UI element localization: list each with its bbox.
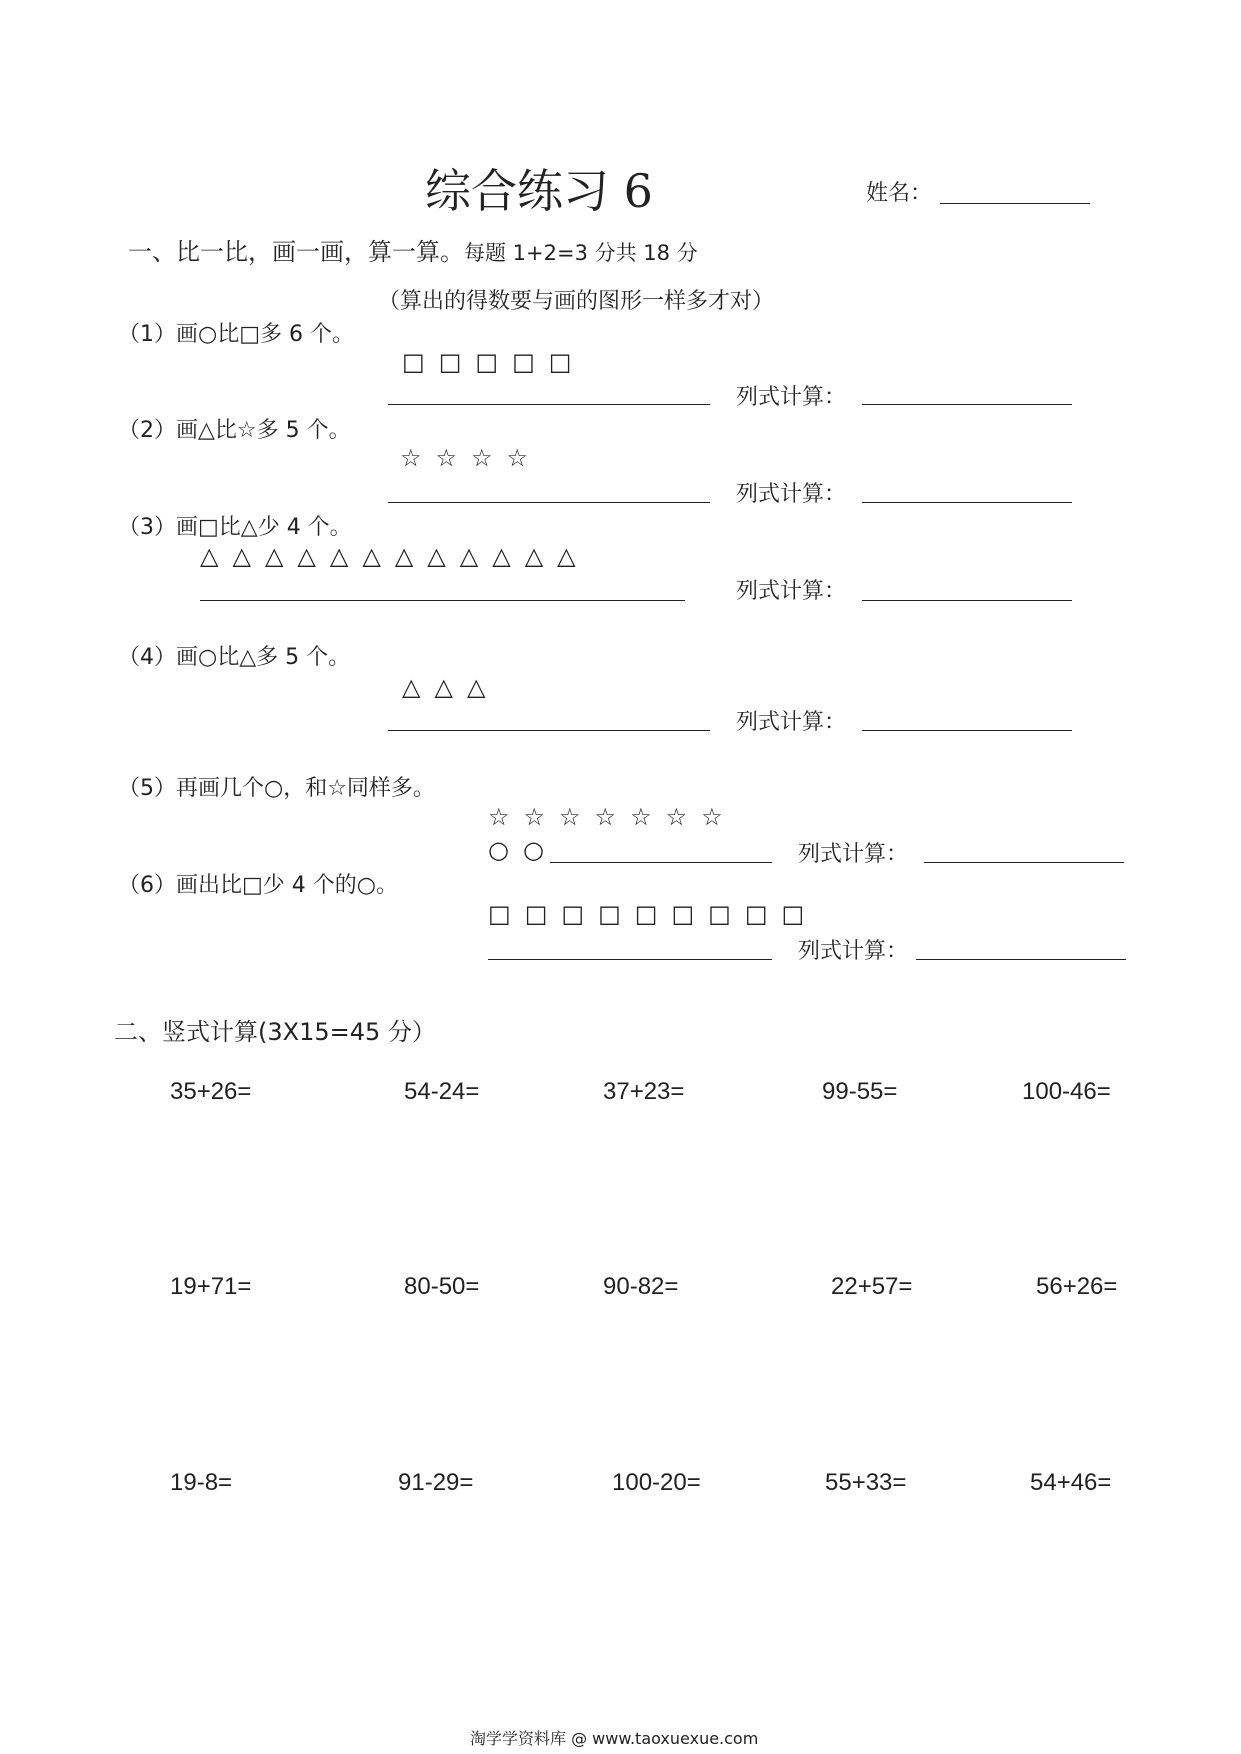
square-icon: □ xyxy=(475,348,499,376)
item-1-shapes xyxy=(402,348,585,376)
triangle-icon: △ xyxy=(264,542,284,570)
calc-problem: 55+33= xyxy=(825,1469,907,1496)
calc-problem: 35+26= xyxy=(170,1078,252,1105)
star-icon: ☆ xyxy=(471,444,493,472)
calc-problem: 22+57= xyxy=(831,1273,913,1300)
item-4-shapes xyxy=(402,673,499,701)
item-5-shapes xyxy=(488,803,737,831)
item-2-drawing-line[interactable] xyxy=(388,502,710,503)
item-2-formula-line[interactable] xyxy=(862,502,1072,503)
name-label: 姓名： xyxy=(866,181,933,206)
item-5-prefill-circles xyxy=(488,836,558,864)
star-icon: ☆ xyxy=(506,444,529,472)
calc-problem: 56+26= xyxy=(1036,1273,1118,1300)
item-2-shapes xyxy=(400,444,542,472)
star-icon: ☆ xyxy=(665,803,688,831)
triangle-icon: △ xyxy=(434,673,453,701)
item-6-shapes xyxy=(488,900,818,928)
square-icon: □ xyxy=(781,900,805,928)
calc-problem: 19-8= xyxy=(170,1469,233,1496)
triangle-icon: △ xyxy=(492,542,511,570)
item-1-formula-label: 列式计算： xyxy=(736,385,847,410)
star-icon: ☆ xyxy=(630,803,652,831)
triangle-icon: △ xyxy=(362,542,381,570)
calc-problem: 99-55= xyxy=(822,1078,898,1105)
item-1-drawing-line[interactable] xyxy=(388,404,710,405)
triangle-icon: △ xyxy=(394,542,414,570)
item-4-label: （4）画○比△多 5 个。 xyxy=(118,645,351,670)
star-icon: ☆ xyxy=(523,803,546,831)
item-6-drawing-line[interactable] xyxy=(488,959,772,960)
calc-problem: 80-50= xyxy=(404,1273,480,1300)
calc-problem: 90-82= xyxy=(603,1273,679,1300)
triangle-icon: △ xyxy=(200,542,219,570)
item-3-shapes xyxy=(200,542,590,570)
item-5-formula-label: 列式计算： xyxy=(798,842,909,867)
calc-problem: 19+71= xyxy=(170,1273,252,1300)
star-icon: ☆ xyxy=(701,803,723,831)
square-icon: □ xyxy=(634,900,658,928)
section1-score: 每题 1+2=3 分共 18 分 xyxy=(464,241,698,265)
triangle-icon: △ xyxy=(466,673,486,701)
triangle-icon: △ xyxy=(427,542,446,570)
star-icon: ☆ xyxy=(488,803,510,831)
item-6-formula-line[interactable] xyxy=(916,959,1126,960)
name-field[interactable] xyxy=(940,203,1090,204)
item-5-label: （5）再画几个○，和☆同样多。 xyxy=(118,776,435,801)
item-6-label: （6）画出比□少 4 个的○。 xyxy=(118,873,398,898)
calc-problem: 100-46= xyxy=(1022,1078,1111,1105)
triangle-icon: △ xyxy=(297,542,316,570)
section1-note: （算出的得数要与画的图形一样多才对） xyxy=(378,289,775,314)
triangle-icon: △ xyxy=(524,542,544,570)
section1-heading: 一、比一比，画一画，算一算。 xyxy=(128,238,464,266)
item-6-formula-label: 列式计算： xyxy=(798,939,909,964)
triangle-icon: △ xyxy=(232,542,251,570)
item-3-formula-label: 列式计算： xyxy=(736,579,847,604)
square-icon: □ xyxy=(671,900,695,928)
star-icon: ☆ xyxy=(559,803,581,831)
calc-problem: 91-29= xyxy=(398,1469,474,1496)
calc-problem: 54+46= xyxy=(1030,1469,1112,1496)
item-4-drawing-line[interactable] xyxy=(388,730,710,731)
item-4-formula-label: 列式计算： xyxy=(736,710,847,735)
item-2-label: （2）画△比☆多 5 个。 xyxy=(118,418,351,443)
triangle-icon: △ xyxy=(557,542,576,570)
square-icon: □ xyxy=(438,348,462,376)
circle-icon: ○ xyxy=(488,836,509,864)
square-icon: □ xyxy=(548,348,572,376)
item-3-drawing-line[interactable] xyxy=(200,600,685,601)
item-1-formula-line[interactable] xyxy=(862,404,1072,405)
item-3-label: （3）画□比△少 4 个。 xyxy=(118,515,352,540)
item-2-formula-label: 列式计算： xyxy=(736,482,847,507)
item-3-formula-line[interactable] xyxy=(862,600,1072,601)
page-title: 综合练习 6 xyxy=(425,164,653,218)
calc-problem: 100-20= xyxy=(612,1469,701,1496)
footer-watermark: 淘学学资料库 @ www.taoxuexue.com xyxy=(470,1729,759,1748)
star-icon: ☆ xyxy=(435,444,458,472)
item-4-formula-line[interactable] xyxy=(862,730,1072,731)
circle-icon: ○ xyxy=(522,836,544,864)
calc-problem: 54-24= xyxy=(404,1078,480,1105)
square-icon: □ xyxy=(561,900,585,928)
item-5-formula-line[interactable] xyxy=(924,862,1124,863)
square-icon: □ xyxy=(744,900,768,928)
star-icon: ☆ xyxy=(594,803,617,831)
triangle-icon: △ xyxy=(329,542,349,570)
triangle-icon: △ xyxy=(402,673,421,701)
triangle-icon: △ xyxy=(459,542,479,570)
square-icon: □ xyxy=(488,900,511,928)
item-5-drawing-line[interactable] xyxy=(550,862,772,863)
square-icon: □ xyxy=(402,348,425,376)
section2-heading: 二、竖式计算(3X15=45 分） xyxy=(114,1018,436,1046)
square-icon: □ xyxy=(708,900,731,928)
square-icon: □ xyxy=(524,900,548,928)
calc-problem: 37+23= xyxy=(603,1078,685,1105)
star-icon: ☆ xyxy=(400,444,422,472)
item-1-label: （1）画○比□多 6 个。 xyxy=(118,322,354,347)
square-icon: □ xyxy=(598,900,621,928)
section1-heading-row xyxy=(128,232,698,267)
square-icon: □ xyxy=(512,348,535,376)
